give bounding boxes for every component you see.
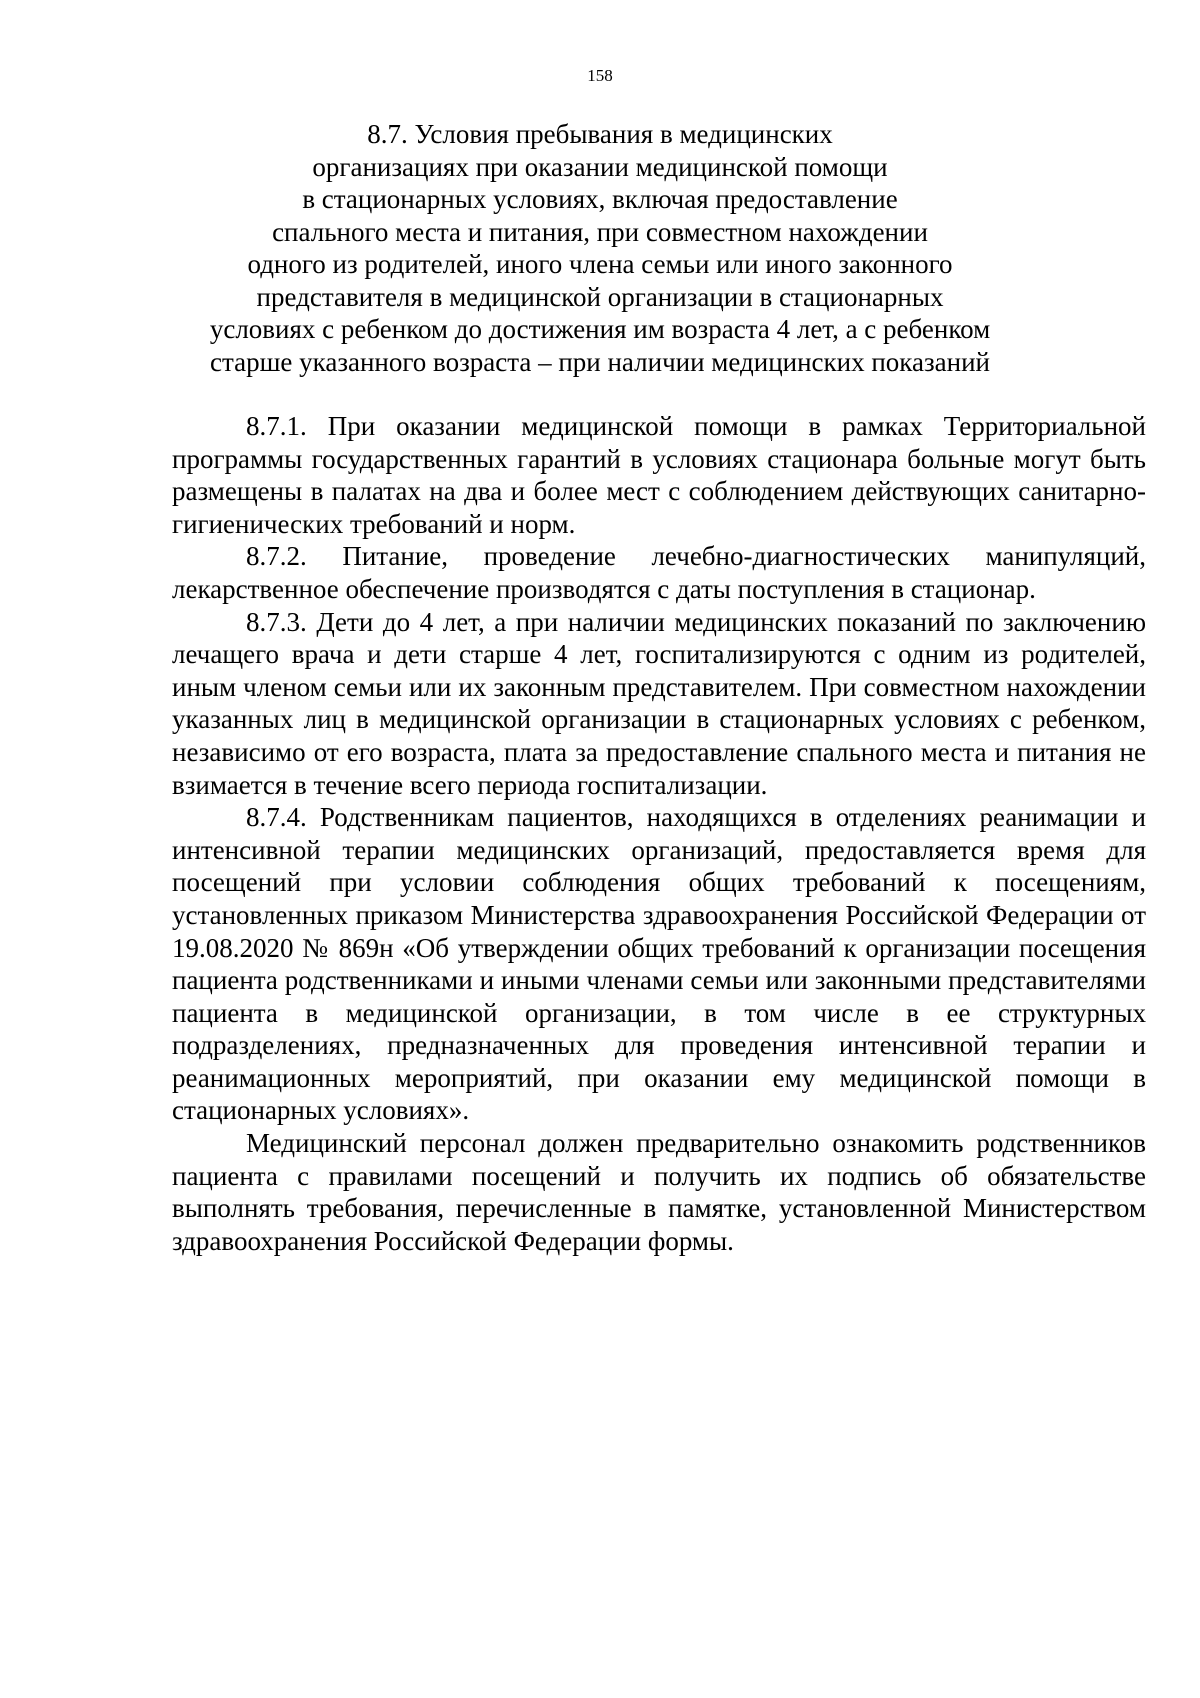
heading-line: старше указанного возраста – при наличии медицинских показаний: [210, 346, 990, 377]
paragraph-8-7-2: 8.7.2. Питание, проведение лечебно-диагностических манипуляций, лекарственное обеспечение производятся с даты поступления в стационар.: [172, 541, 1146, 604]
section-heading: [150, 118, 1050, 378]
paragraph-medical-staff: Медицинский персонал должен предварительно ознакомить родственников пациента с правилами посещений и получить их подпись об обязательстве выполнять требования, перечисленные в памятке, установленной Министерством здравоохранения Российской Федерации формы.: [172, 1128, 1146, 1256]
paragraph-8-7-3: 8.7.3. Дети до 4 лет, а при наличии медицинских показаний по заключению лечащего врача и дети старше 4 лет, госпитализируются с одним из родителей, иным членом семьи или их законным представителем. При совместном нахождении указанных лиц в медицинской организации в стационарных условиях с ребенком, независимо от его возраста, плата за предоставление спального места и питания не взимается в течение всего периода госпитализации.: [172, 606, 1146, 800]
heading-line: представителя в медицинской организации в стационарных: [256, 281, 944, 312]
section-body: [172, 410, 1146, 1257]
heading-line: одного из родителей, иного члена семьи или иного законного: [247, 249, 953, 279]
heading-line: организациях при оказании медицинской помощи: [312, 151, 888, 182]
heading-line: условиях с ребенком до достижения им возраста 4 лет, а с ребенком: [209, 314, 991, 344]
heading-line: в стационарных условиях, включая предоставление: [302, 184, 898, 214]
heading-line: 8.7. Условия пребывания в медицинских: [367, 119, 833, 149]
paragraph-8-7-4: 8.7.4. Родственникам пациентов, находящихся в отделениях реанимации и интенсивной терапии медицинских организаций, предоставляется время для посещений при условии соблюдения общих требований к посещениям, установленных приказом Министерства здравоохранения Российской Федерации от 19.08.2020 № 869н «Об утверждении общих требований к организации посещения пациента родственниками и иными членами семьи или законными представителями пациента в медицинской организации, в том числе в ее структурных подразделениях, предназначенных для проведения интенсивной терапии и реанимационных мероприятий, при оказании ему медицинской помощи в стационарных условиях».: [172, 802, 1146, 1126]
heading-line: спального места и питания, при совместном нахождении: [272, 216, 928, 247]
paragraph-8-7-1: 8.7.1. При оказании медицинской помощи в рамках Территориальной программы государственных гарантий в условиях стационара больные могут быть размещены в палатах на два и более мест с соблюдением действующих санитарно-гигиенических требований и норм.: [172, 411, 1146, 539]
page-number: 158: [587, 66, 613, 85]
